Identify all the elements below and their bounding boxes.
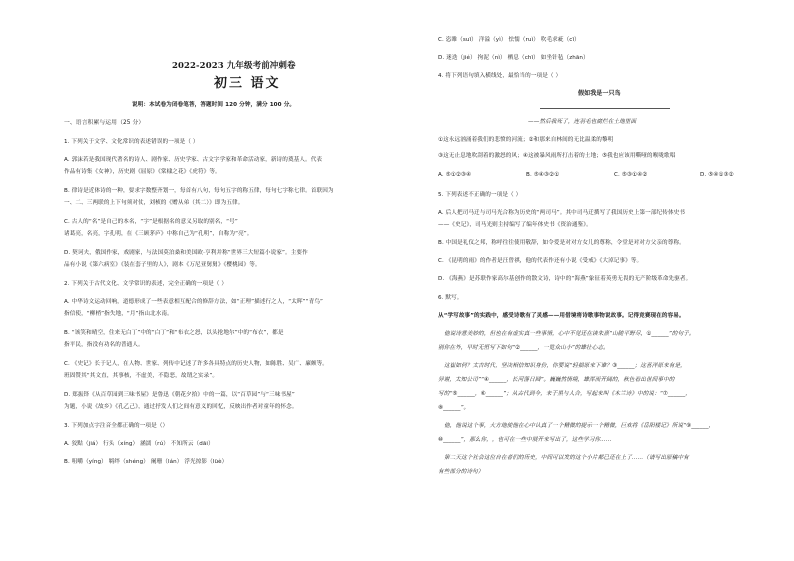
q2-option-d-line2: 为题，小说《故乡》《孔乙己》，通过抒发人们之间有意义的回忆，反映出作者对童年的怀念。 <box>64 404 298 410</box>
q3-option-d: D. 迷迭（jié） 拘泥（nì） 栖息（chī） 如坐针毡（zhān） <box>438 55 589 61</box>
q4-poem-line: ——然后我死了，连羽毛也腐烂在土地里面 <box>528 119 637 125</box>
exam-note: 说明：本试卷为闭卷笔答，答题时间 120 分钟，满分 100 分。 <box>132 102 296 108</box>
q2-option-b-line2: 指平民，指没有功名的普通人。 <box>64 342 144 348</box>
q3-stem: 3. 下列加点字注音全都正确的一项是（） <box>64 423 169 429</box>
q1-stem: 1. 下列关于文学、文化常识的表述错误的一项是（ ） <box>64 139 199 145</box>
q2-option-a-line1: A. 中华诗文运动回响，道德形成了一些表意相互配合的修辞方法，如“正理”描述行之人，“太晖”“青鸟” <box>64 299 324 305</box>
q4-poem-title: 假如我是一只鸟 <box>578 90 621 97</box>
q2-stem: 2. 下列关于古代文化、文学常识的表述，完全正确的一项是（ ） <box>64 281 228 287</box>
q4-blank-rule <box>540 108 670 109</box>
q3-option-a: A. 狡黠（jiá） 行头（xíng） 涵濡（rú） 不知所云（dāi） <box>64 441 214 447</box>
q6-passage-line2: 别你在外，早时无恒写下如句“②______，一览众山小”的雄壮心志。 <box>438 345 609 351</box>
q6-passage-line7: 他，他说这个事，大方地使他在心中认真了一个精微的提示一个精微，巨欢将《岳阳楼记》所说“⑨______， <box>444 423 715 429</box>
q5-option-b: B. 中国是礼仪之邦，称呼往往使用敬辞，如令爱是对对方女儿的尊称，令堂是对对方父亲的尊称。 <box>438 240 685 246</box>
q1-option-c-part1: C. 古人的“名”是自己的本名 <box>64 219 135 225</box>
q1-option-a-line2: 作品有诗集《女神》，历史剧《屈原》《棠棣之花》《虎符》等。 <box>64 169 221 175</box>
q5-option-a-line1: A. 后人把司马迁与司马光合称为历史的“两司马”。其中司马迁撰写了我国历史上第一部纪传体史书 <box>438 210 686 216</box>
q1-option-c-line1: C. 古人的“名”是自己的本名，“字”是根据名的意义另取的别名，“号” <box>64 219 238 225</box>
q4-options-line2: ③这无止息地吹刮着的激怒的风；④这被暴风雨所打击着的土地；⑤我也应该用嘶哑的喉咙歌唱 <box>438 153 676 159</box>
q4-choice-d: D. ⑤④①③② <box>700 172 734 178</box>
q1-option-d-line1: D. 契诃夫，俄国作家，戏剧家，与法国莫泊桑和美国欧·亨利并称“世界三大短篇小说家”。主要作 <box>64 250 308 256</box>
q2-option-c-line2: 班固赞其“其文直，其事核，不虚美，不隐恶，故谓之实录”。 <box>64 373 219 379</box>
q5-option-c: C. 《昆明的雨》的作者是汪曾祺，他的代表作还有小说《受戒》《大淖记事》等。 <box>438 258 643 264</box>
exam-title: 2022-2023 九年级考前冲刺卷 <box>172 61 296 71</box>
q6-passage-line4: 异谢，太知公司”“④______，长河落日圆”。巍巍然情境，雄浑而开阔的，秋色看出世间事中的 <box>438 377 675 383</box>
left-column <box>22 0 392 561</box>
q6-passage-line9: 第二天这个社会这位自在者们的历史，中间可以发的这个小片都已还在上了……（请写出原稿中有 <box>444 455 689 461</box>
q1-option-a-line1: A. 郭沫若是我国现代著名的诗人、剧作家、历史学家、古文字学家和革命活动家，新诗的奠基人。代表 <box>64 157 323 163</box>
q6-passage-line10: 有些部分的诗句） <box>438 469 484 475</box>
q4-stem: 4. 将下列语句填入横线处，最恰当的一项是（ ） <box>438 73 562 79</box>
section-1-heading: 一、语言积累与运用（25 分） <box>64 120 145 126</box>
q3-option-c: C. 恣睢（suī） 洋溢（yì） 怯懦（ruì） 吹毛求疵（cī） <box>438 37 580 43</box>
q2-option-d-line1: D. 郑振铎《从百草园到三味书屋》是鲁迅《朝花夕拾》中的一篇，以“百草园”与“三味书屋” <box>64 392 295 398</box>
q1-option-b-line2: 一、二、三两联的上下句须对仗，刘桢的《赠从弟（其二）》即为五律。 <box>64 200 244 206</box>
exam-subtitle: 初三 语文 <box>214 76 281 91</box>
q1-option-c-line2: 诸葛亮，名亮，字孔明，在《三顾茅庐》中称自己为“孔明”，自称为“亮”。 <box>64 231 253 237</box>
q4-choice-c: C. ⑤③①④② <box>614 172 648 178</box>
q2-option-b-line1: B. “该笑和晴空，住来无白丁”中的“白丁”和“布衣之怒，以头抢地尔”中的“布衣”，都是 <box>64 330 284 336</box>
q6-passage-line3: 这崔如何？太吉时代，坚决相信知识身份，你要说“轻描原来下谁？③______；这喜洋原来有是， <box>444 363 686 369</box>
q2-option-c-line1: C. 《史记》长于记人，在人物、世家、列传中记述了许多各具特点的历史人物，如陈胜、吴广、廉颇等。 <box>64 361 328 367</box>
right-column <box>428 0 778 561</box>
q1-option-c-part3: “号” <box>226 219 238 225</box>
q2-option-a-line2: 指信使，“柳梢”指失地，“月”指山北水南。 <box>64 311 173 317</box>
q6-passage-line8: ⑩______”，那么你，，也可在一些中展开来写出了，这些学习你…… <box>438 437 612 443</box>
q3-option-b: B. 咀嚼（yíng） 羁绊（shéng） 阑珊（lán） 浮光掠影（lüè） <box>64 459 228 465</box>
q1-option-b-line1: B. 律诗是近体诗的一种，要求字数整齐划一，每首有八句，每句五字的称五律，每句七字称七律。首联因为 <box>64 188 334 194</box>
q4-options-line1: ①这永远汹涌着我们的悲愤的河流；②和那来自林间的无比温柔的黎明 <box>438 137 614 143</box>
q6-passage-line6: ⑧______”。 <box>438 405 470 411</box>
q5-option-d: D. 《海燕》是苏联作家高尔基创作的散文诗，诗中的“海燕”象征着英勇无畏的无产阶级革命先驱者。 <box>438 276 692 282</box>
q5-stem: 5. 下列表述不正确的一项是（ ） <box>438 192 522 198</box>
q6-stem: 6. 默写。 <box>438 295 463 301</box>
q4-choice-b: B. ⑤④③②① <box>526 172 560 178</box>
q4-choice-a: A. ⑤①②③④ <box>438 172 472 178</box>
q6-passage-line5: 写的“⑤______，⑥______”；从古代到今，来于黑与人合，写起来叫《木兰诗》中的说：“⑦______， <box>438 391 691 397</box>
q6-intro: 从“学写故事”的实践中，感受诗歌有了灵感——用借境将诗歌事物说故事。记得竞赛现在的容易。 <box>438 313 685 319</box>
q1-option-d-line2: 品有小说《第六病室》《装在套子里的人》，剧本《万尼亚舅舅》《樱桃园》等。 <box>64 262 261 268</box>
q5-option-a-line2: ——《史记》，司马光则主持编写了编年体史书《资治通鉴》。 <box>438 222 592 228</box>
q1-option-c-part2: “字”是根据名的意义另取的别名 <box>140 219 221 225</box>
q6-passage-line1: 他说诗意美妙的，但也在有虚实真一些事情，心中不觉还在读朱熹“山随平野尽，①______”的句子。 <box>444 331 695 337</box>
